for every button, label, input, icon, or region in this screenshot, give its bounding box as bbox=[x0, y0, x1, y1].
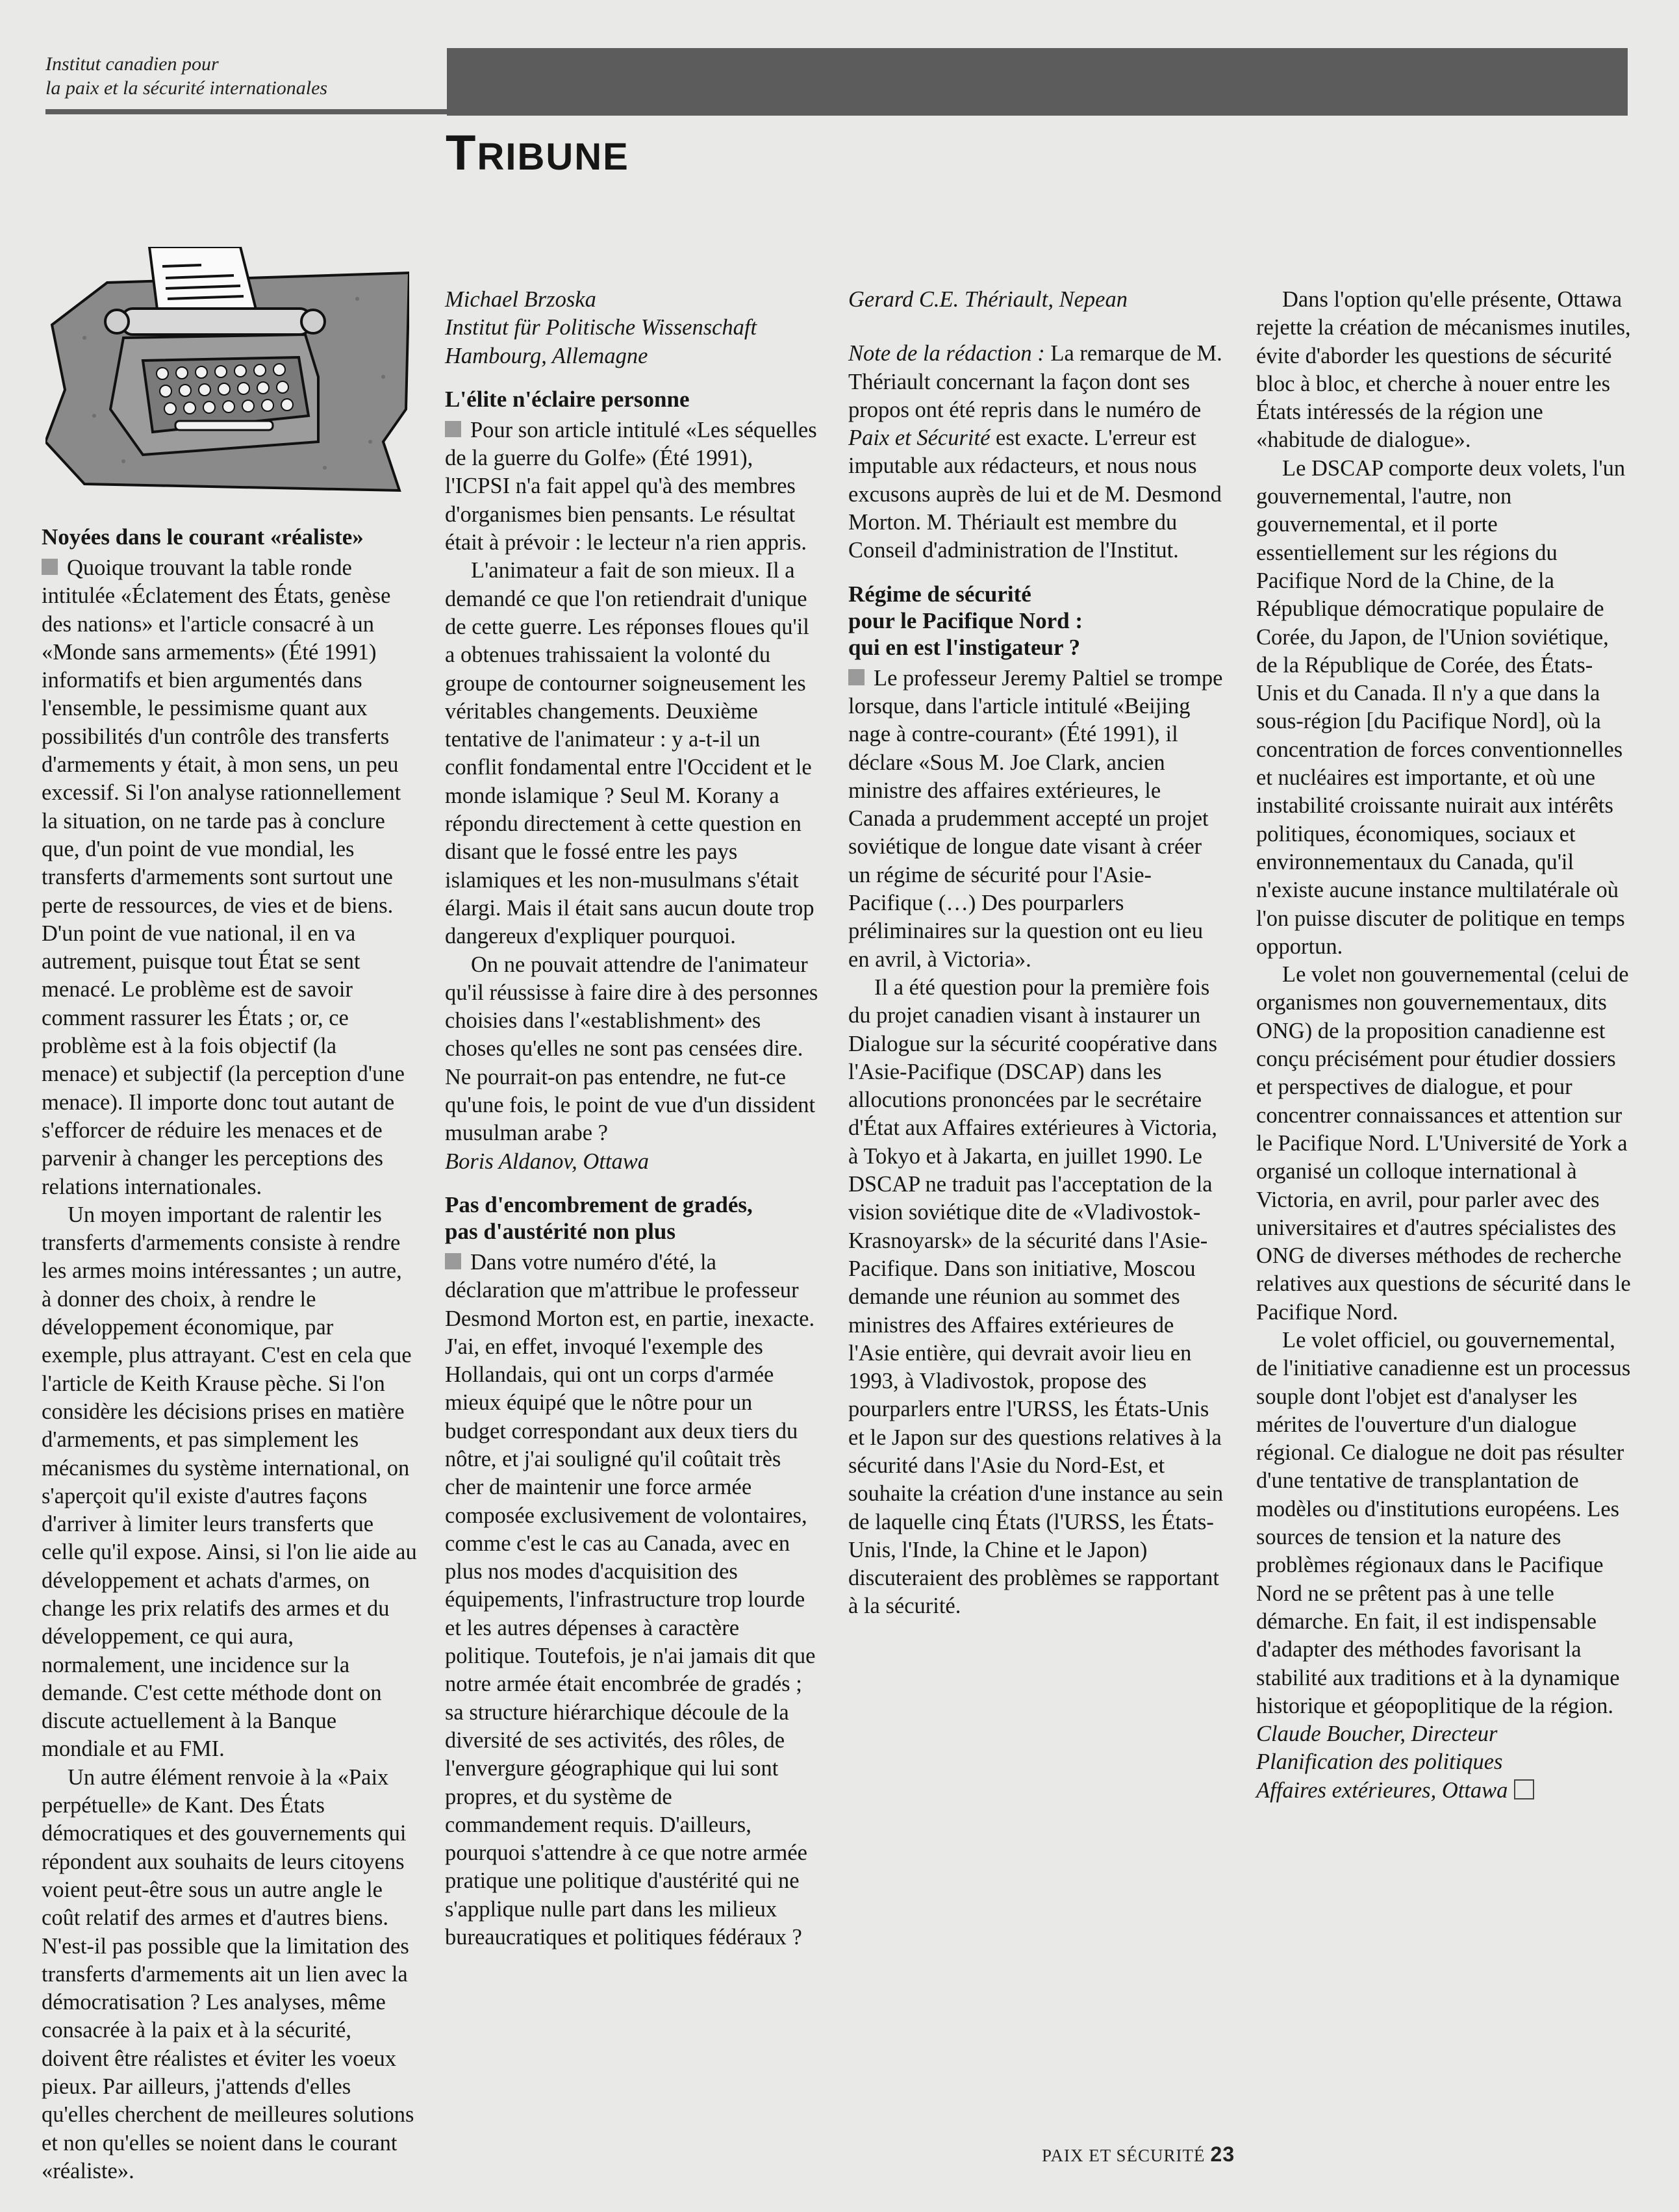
publisher-name bbox=[45, 52, 442, 100]
typewriter-illustration-icon bbox=[45, 247, 409, 494]
gray-square-bullet-icon bbox=[848, 669, 865, 685]
section-title-initial: T bbox=[446, 125, 477, 181]
header-rule bbox=[45, 109, 448, 114]
letter-4-paragraph: Il a été question pour la première fois du projet canadien visant à instaurer un Dialogue sur la sécurité coopérative dans l'Asie-Pacifique (DSCAP) dans les allocutions prononcées par le secrétaire d'État aux Affaires extérieures à Victoria, à Tokyo et à Jakarta, en juillet 1990. Le DSCAP ne traduit pas l'acceptation de la vision soviétique dite de «Vladivostok-Krasnoyarsk» de la sécurité dans l'Asie-Pacifique. Dans son initiative, Moscou demande une réunion au sommet des ministres des Affaires extérieures de l'Asie entière, qui devrait avoir lieu en 1993, à Vladivostok, propose des pourparlers entre l'URSS, les États-Unis et le Japon sur des questions relatives à la sécurité dans l'Asie du Nord-Est, et souhaite la création d'une instance au sein de laquelle cinq États (l'URSS, les États-Unis, l'Inde, la Chine et le Japon) discuteraient des problèmes se rapportant à la sécurité. bbox=[848, 974, 1224, 1619]
column-2 bbox=[445, 286, 818, 1951]
gray-square-bullet-icon bbox=[42, 559, 58, 575]
letter-1-paragraph: Un autre élément renvoie à la «Paix perpétuelle» de Kant. Des États démocratiques et des gouvernements qui répondent aux souhaits de leurs citoyens voient peut-être sous un autre angle le coût relatif des armes et d'autres biens. N'est-il pas possible que la limitation des transferts d'armements ait un lien avec la démocratisation ? Les analyses, même consacrée à la paix et à la sécurité, doivent être réalistes et éviter les voeux pieux. Par ailleurs, j'attends d'elles qu'elles cherchent de meilleures solutions et non qu'elles se noient dans le courant «réaliste». bbox=[42, 1764, 414, 2183]
header-bar bbox=[447, 48, 1628, 116]
column-4 bbox=[1256, 286, 1634, 1805]
letter-4-signature-line-1: Claude Boucher, Directeur bbox=[1256, 1722, 1498, 1747]
editor-note: Note de la rédaction : La remarque de M. Thériault concernant la façon dont ses propos ont été repris dans le numéro de Paix et Sécurité est exacte. L'erreur est imputable aux rédacteurs, et nous nous excusons auprès de lui et de M. Desmond Morton. M. Thériault est membre du Conseil d'administration de l'Institut. bbox=[848, 341, 1222, 563]
letter-4-signature-line-3: Affaires extérieures, Ottawa bbox=[1256, 1777, 1634, 1805]
section-title-rest: RIBUNE bbox=[477, 136, 629, 178]
letter-1-paragraph: Un moyen important de ralentir les transferts d'armements consiste à rendre les armes moins intéressantes ; un autre, à donner des choix, à rendre le développement économique, par exemple, plus attrayant. C'est en cela que l'article de Keith Krause pèche. Si l'on considère les décisions prises en matière d'armements, et pas simplement les mécanismes du système international, on s'aperçoit qu'il existe d'autres façons d'arriver à limiter leurs transferts que celle qu'il expose. Ainsi, si l'on lie aide au développement et achats d'armes, on change les prix relatifs des armes et du développement, ce qui aura, normalement, une incidence sur la demande. C'est cette méthode dont on discute actuellement à la Banque mondiale et au FMI. bbox=[42, 1202, 417, 1762]
magazine-name: Paix et Sécurité bbox=[848, 426, 991, 451]
letter-1-signature-org: Institut für Politische Wissenschaft bbox=[445, 315, 757, 340]
column-3 bbox=[848, 286, 1224, 1621]
letter-1-paragraph: Quoique trouvant la table ronde intitulée «Éclatement des États, genèse des nations» et l'article consacré à un «Monde sans armements» (Été 1991) informatifs et bien argumentés dans l'ensemble, le pessimisme quant aux possibilités d'un contrôle des transferts d'armements y était, à mon sens, un peu excessif. Si l'on analyse rationnellement la situation, on ne tarde pas à conclure que, d'un point de vue mondial, les transferts d'armements sont surtout une perte de ressources, de vies et de biens. D'un point de vue national, il en va autrement, puisque tout État se sent menacé. Le problème est de savoir comment rassurer les États ; or, ce problème est à la fois objectif (la menace) et subjectif (la perception d'une menace). Il importe donc tout autant de s'efforcer de réduire les menaces et de parvenir à changer les perceptions des relations internationales. bbox=[42, 555, 405, 1199]
letter-2-title: L'élite n'éclaire personne bbox=[445, 386, 690, 412]
letter-3-paragraph: Dans votre numéro d'été, la déclaration que m'attribue le professeur Desmond Morton est, en partie, inexacte. J'ai, en effet, invoqué l'exemple des Hollandais, qui ont un corps d'armée mieux équipé que le nôtre pour un budget correspondant aux deux tiers du nôtre, et j'ai souligné qu'il coûtait très cher de maintenir une force armée composée exclusivement de volontaires, comme c'est le cas au Canada, avec en plus nos modes d'acquisition des équipements, l'infrastructure trop lourde et les autres dépenses à caractère politique. Toutefois, je n'ai jamais dit que notre armée était encombrée de gradés ; sa structure hiérarchique découle de la diversité de ses activités, des rôles, de l'envergure géographique qui lui sont propres, et du système de commandement requis. D'ailleurs, pourquoi s'attendre à ce que notre armée pratique une politique d'austérité qui ne s'applique nulle part dans les milieux bureaucratiques et politiques fédéraux ? bbox=[445, 1249, 816, 1950]
letter-4-paragraph: Dans l'option qu'elle présente, Ottawa rejette la création de mécanismes inutiles, évite d'aborder les questions de sécurité bloc à bloc, et cherche à nouer entre les États intéressés de la région une «habitude de dialogue». bbox=[1256, 287, 1631, 453]
page-footer bbox=[1042, 2142, 1235, 2167]
page-number: 23 bbox=[1210, 2142, 1235, 2166]
letter-2-paragraph: Pour son article intitulé «Les séquelles de la guerre du Golfe» (Été 1991), l'ICPSI n'a fait appel qu'à des membres d'organismes bien pensants. Le résultat était à prévoir : le lecteur n'a rien appris. bbox=[445, 417, 817, 555]
footer-magazine: PAIX ET SÉCURITÉ bbox=[1042, 2146, 1206, 2165]
letter-4-paragraph: Le volet non gouvernemental (celui de organismes non gouvernementaux, dits ONG) de la proposition canadienne est conçu précisément pour étudier dossiers et perspectives de dialogue, et pour concentrer connaissances et attention sur le Pacifique Nord. L'Université de York a organisé un colloque international à Victoria, en avril, pour parler avec des universitaires et d'autres spécialistes des ONG de diverses méthodes de recherche relatives aux questions de sécurité dans le Pacifique Nord. bbox=[1256, 962, 1631, 1325]
end-of-article-icon bbox=[1514, 1779, 1534, 1799]
letter-3-title: Pas d'encombrement de gradés, pas d'austérité non plus bbox=[445, 1191, 753, 1244]
publisher-line-2: la paix et la sécurité internationales bbox=[45, 77, 328, 99]
letter-4-paragraph: Le professeur Jeremy Paltiel se trompe lorsque, dans l'article intitulé «Beijing nage à contre-courant» (Été 1991), il déclare «Sous M. Joe Clark, ancien ministre des affaires extérieures, le Canada a prudemment accepté un projet soviétique de longue date visant à créer un régime de sécurité pour l'Asie-Pacifique (…) Des pourparlers préliminaires sur la question ont eu lieu en avril, à Victoria». bbox=[848, 665, 1223, 972]
letter-1-title: Noyées dans le courant «réaliste» bbox=[42, 524, 364, 550]
gray-square-bullet-icon bbox=[445, 421, 461, 437]
letter-1-signature-place: Hambourg, Allemagne bbox=[445, 343, 648, 368]
publisher-line-1: Institut canadien pour bbox=[45, 53, 219, 75]
gray-square-bullet-icon bbox=[445, 1253, 461, 1269]
section-title bbox=[446, 125, 629, 181]
letter-2-paragraph: L'animateur a fait de son mieux. Il a demandé ce que l'on retiendrait d'unique de cette guerre. Les réponses floues qu'il a obtenues trahissaient la volonté du groupe de contourner soigneusement les véritables changements. Deuxième tentative de l'animateur : y a-t-il un conflit fondamental entre l'Occident et le monde islamique ? Seul M. Korany a répondu directement à cette question en disant que le fossé entre les pays islamiques et les non-musulmans s'était élargi. Mais il était sans aucun doute trop dangereux d'expliquer pourquoi. bbox=[445, 558, 814, 949]
letter-4-paragraph: Le volet officiel, ou gouvernemental, de l'initiative canadienne est un processus souple dont l'objet est d'analyser les mérites de l'ouverture d'un dialogue régional. Ce dialogue ne doit pas résulter d'une tentative de transplantation de modèles ou d'institutions européens. Les sources de tension et la nature des problèmes régionaux dans le Pacifique Nord ne se prêtent pas à une telle démarche. En fait, il est indispensable d'adapter des méthodes favorisant la stabilité aux traditions et à la dynamique historique et géopoplitique de la région. bbox=[1256, 1327, 1631, 1718]
letter-4-title: Régime de sécurité pour le Pacifique Nord : qui en est l'instigateur ? bbox=[848, 581, 1083, 660]
letter-2-signature: Boris Aldanov, Ottawa bbox=[445, 1149, 650, 1174]
column-1 bbox=[42, 524, 417, 2185]
letter-3-signature: Gerard C.E. Thériault, Nepean bbox=[848, 287, 1128, 312]
letter-1-signature-name: Michael Brzoska bbox=[445, 287, 596, 312]
letter-4-paragraph: Le DSCAP comporte deux volets, l'un gouvernemental, l'autre, non gouvernemental, et il porte essentiellement sur les régions du Pacifique Nord de la Chine, de la République démocratique populaire de Corée, du Japon, de l'Union soviétique, de la République de Corée, des États-Unis et du Canada. Il n'y a que dans la sous-région [du Pacifique Nord], où la concentration de forces conventionnelles et nucléaires est importante, et où une instabilité croissante nuirait aux intérêts politiques, économiques, sociaux et environnementaux du Canada, qu'il n'existe aucune instance multilatérale où l'on puisse discuter de politique en temps opportun. bbox=[1256, 455, 1626, 959]
letter-2-paragraph: On ne pouvait attendre de l'animateur qu'il réussisse à faire dire à des personnes choisies dans l'«establishment» des choses qu'elles ne sont pas censées dire. Ne pourrait-on pas entendre, ne fut-ce qu'une fois, le point de vue d'un dissident musulman arabe ? bbox=[445, 952, 818, 1146]
letter-4-signature-line-2: Planification des politiques bbox=[1256, 1749, 1503, 1775]
editor-note-label: Note de la rédaction : bbox=[848, 341, 1045, 366]
